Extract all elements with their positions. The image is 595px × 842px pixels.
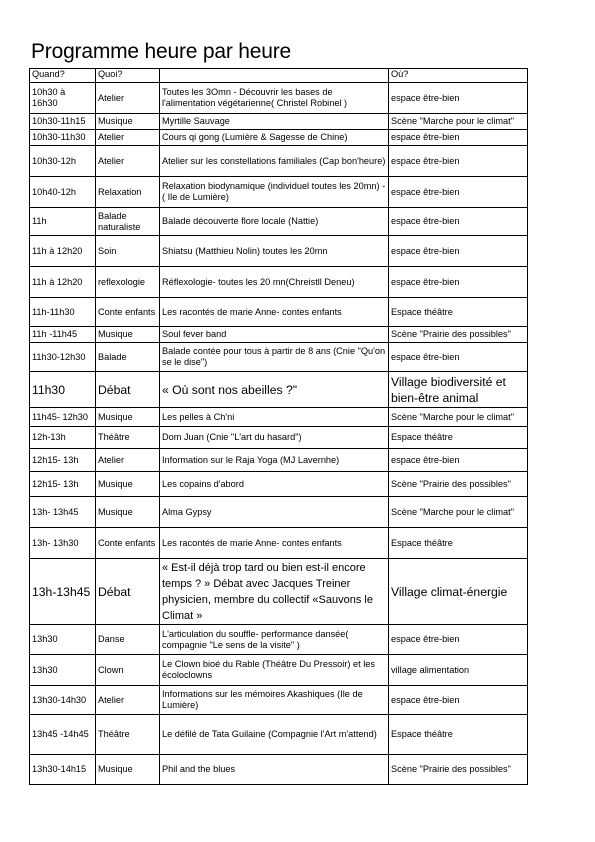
cell-what: Clown [96, 655, 160, 686]
table-row [30, 146, 528, 177]
cell-where: village alimentation [389, 655, 528, 686]
cell-where: Scène "Prairie des possibles" [389, 755, 528, 785]
cell-when: 10h30 à 16h30 [30, 83, 96, 114]
cell-what: Conte enfants [96, 298, 160, 327]
cell-what: Musique [96, 472, 160, 497]
cell-what: reflexologie [96, 267, 160, 298]
cell-where: espace être-bien [389, 449, 528, 472]
cell-description: Les copains d'abord [160, 472, 389, 497]
cell-description: « Où sont nos abeilles ?" [160, 372, 389, 408]
cell-what: Relaxation [96, 177, 160, 208]
cell-when: 13h30 [30, 625, 96, 655]
cell-where: espace être-bien [389, 177, 528, 208]
cell-when: 11h à 12h20 [30, 236, 96, 267]
cell-description: « Est-il déjà trop tard ou bien est-il encore temps ? » Débat avec Jacques Treiner physicien, membre du collectif «Sauvons le Climat » [160, 559, 389, 625]
cell-where: espace être-bien [389, 625, 528, 655]
cell-description: L'articulation du souffle- performance dansée( compagnie "Le sens de la visite" ) [160, 625, 389, 655]
cell-description: Soul fever band [160, 327, 389, 343]
cell-description: Myrtille Sauvage [160, 114, 389, 130]
cell-when: 10h30-12h [30, 146, 96, 177]
cell-where: Scène "Prairie des possibles" [389, 327, 528, 343]
cell-what: Théâtre [96, 427, 160, 449]
cell-description: Les racontés de marie Anne- contes enfants [160, 298, 389, 327]
cell-where: Scène "Prairie des possibles" [389, 472, 528, 497]
cell-when: 13h30-14h15 [30, 755, 96, 785]
cell-description: Toutes les 3Omn - Découvrir les bases de l'alimentation végétarienne( Christel Robinel ) [160, 83, 389, 114]
cell-description: Réflexologie- toutes les 20 mn(Chreistll Deneu) [160, 267, 389, 298]
cell-where: espace être-bien [389, 343, 528, 372]
cell-when: 13h-13h45 [30, 559, 96, 625]
cell-when: 13h- 13h45 [30, 497, 96, 528]
cell-when: 13h- 13h30 [30, 528, 96, 559]
cell-when: 11h45- 12h30 [30, 408, 96, 427]
cell-description: Le défilé de Tata Guilaine (Compagnie l'Art m'attend) [160, 715, 389, 755]
cell-where: espace être-bien [389, 686, 528, 715]
table-row [30, 528, 528, 559]
table-row [30, 267, 528, 298]
cell-what: Débat [96, 372, 160, 408]
programme-table [29, 68, 528, 785]
cell-what: Musique [96, 755, 160, 785]
cell-where: Village climat-énergie [389, 559, 528, 625]
table-row [30, 497, 528, 528]
cell-where: Espace théâtre [389, 298, 528, 327]
header-when: Quand? [30, 69, 96, 83]
table-row [30, 130, 528, 146]
cell-description: Balade découverte flore locale (Nattie) [160, 208, 389, 236]
cell-where: Village biodiversité et bien-être animal [389, 372, 528, 408]
cell-where: espace être-bien [389, 130, 528, 146]
cell-description: Dom Juan (Cnie "L'art du hasard") [160, 427, 389, 449]
cell-where: Scène "Marche pour le climat" [389, 408, 528, 427]
table-row [30, 449, 528, 472]
cell-description: Cours qi gong (Lumière & Sagesse de Chine) [160, 130, 389, 146]
header-where: Où? [389, 69, 528, 83]
cell-what: Musique [96, 327, 160, 343]
cell-description: Les pelles à Ch'ni [160, 408, 389, 427]
cell-when: 11h30 [30, 372, 96, 408]
table-row [30, 655, 528, 686]
cell-description: Alma Gypsy [160, 497, 389, 528]
cell-what: Danse [96, 625, 160, 655]
table-row [30, 208, 528, 236]
header-what: Quoi? [96, 69, 160, 83]
table-row [30, 715, 528, 755]
cell-when: 12h15- 13h [30, 449, 96, 472]
table-row [30, 686, 528, 715]
cell-when: 11h-11h30 [30, 298, 96, 327]
cell-when: 11h -11h45 [30, 327, 96, 343]
cell-what: Atelier [96, 130, 160, 146]
cell-description: Information sur le Raja Yoga (MJ Lavernhe) [160, 449, 389, 472]
cell-when: 11h à 12h20 [30, 267, 96, 298]
cell-what: Musique [96, 114, 160, 130]
cell-what: Débat [96, 559, 160, 625]
cell-where: espace être-bien [389, 83, 528, 114]
cell-when: 10h30-11h15 [30, 114, 96, 130]
cell-description: Balade contée pour tous à partir de 8 ans (Cnie "Qu'on se le dise") [160, 343, 389, 372]
cell-when: 11h [30, 208, 96, 236]
cell-where: espace être-bien [389, 208, 528, 236]
header-description [160, 69, 389, 83]
cell-when: 13h30 [30, 655, 96, 686]
page-title: Programme heure par heure [31, 40, 291, 63]
cell-where: espace être-bien [389, 236, 528, 267]
table-row [30, 83, 528, 114]
table-row [30, 625, 528, 655]
table-row [30, 177, 528, 208]
cell-where: Scène "Marche pour le climat" [389, 497, 528, 528]
cell-what: Soin [96, 236, 160, 267]
table-header-row [30, 69, 528, 83]
cell-description: Relaxation biodynamique (individuel toutes les 20mn) -( Ile de Lumière) [160, 177, 389, 208]
cell-what: Musique [96, 408, 160, 427]
cell-what: Atelier [96, 686, 160, 715]
cell-description: Atelier sur les constellations familiales (Cap bon'heure) [160, 146, 389, 177]
table-row [30, 236, 528, 267]
table-row [30, 298, 528, 327]
cell-where: Espace théâtre [389, 427, 528, 449]
table-row [30, 427, 528, 449]
cell-when: 10h30-11h30 [30, 130, 96, 146]
cell-what: Conte enfants [96, 528, 160, 559]
cell-description: Shiatsu (Matthieu Nolin) toutes les 20mn [160, 236, 389, 267]
table-row [30, 559, 528, 625]
cell-what: Musique [96, 497, 160, 528]
table-row [30, 408, 528, 427]
cell-what: Théâtre [96, 715, 160, 755]
cell-when: 13h30-14h30 [30, 686, 96, 715]
cell-when: 12h15- 13h [30, 472, 96, 497]
cell-what: Balade [96, 343, 160, 372]
table-row [30, 327, 528, 343]
table-row [30, 755, 528, 785]
cell-description: Phil and the blues [160, 755, 389, 785]
cell-when: 11h30-12h30 [30, 343, 96, 372]
cell-what: Balade naturaliste [96, 208, 160, 236]
table-row [30, 343, 528, 372]
cell-when: 13h45 -14h45 [30, 715, 96, 755]
cell-description: Le Clown bioé du Rable (Théâtre Du Pressoir) et les écoloclowns [160, 655, 389, 686]
cell-where: Scène "Marche pour le climat" [389, 114, 528, 130]
cell-where: Espace théâtre [389, 528, 528, 559]
cell-what: Atelier [96, 146, 160, 177]
cell-when: 10h40-12h [30, 177, 96, 208]
cell-where: espace être-bien [389, 267, 528, 298]
table-row [30, 472, 528, 497]
table-row [30, 372, 528, 408]
cell-what: Atelier [96, 449, 160, 472]
cell-when: 12h-13h [30, 427, 96, 449]
cell-description: Informations sur les mémoires Akashiques (Ile de Lumière) [160, 686, 389, 715]
cell-where: espace être-bien [389, 146, 528, 177]
cell-where: Espace théâtre [389, 715, 528, 755]
cell-description: Les racontés de marie Anne- contes enfants [160, 528, 389, 559]
table-row [30, 114, 528, 130]
cell-what: Atelier [96, 83, 160, 114]
